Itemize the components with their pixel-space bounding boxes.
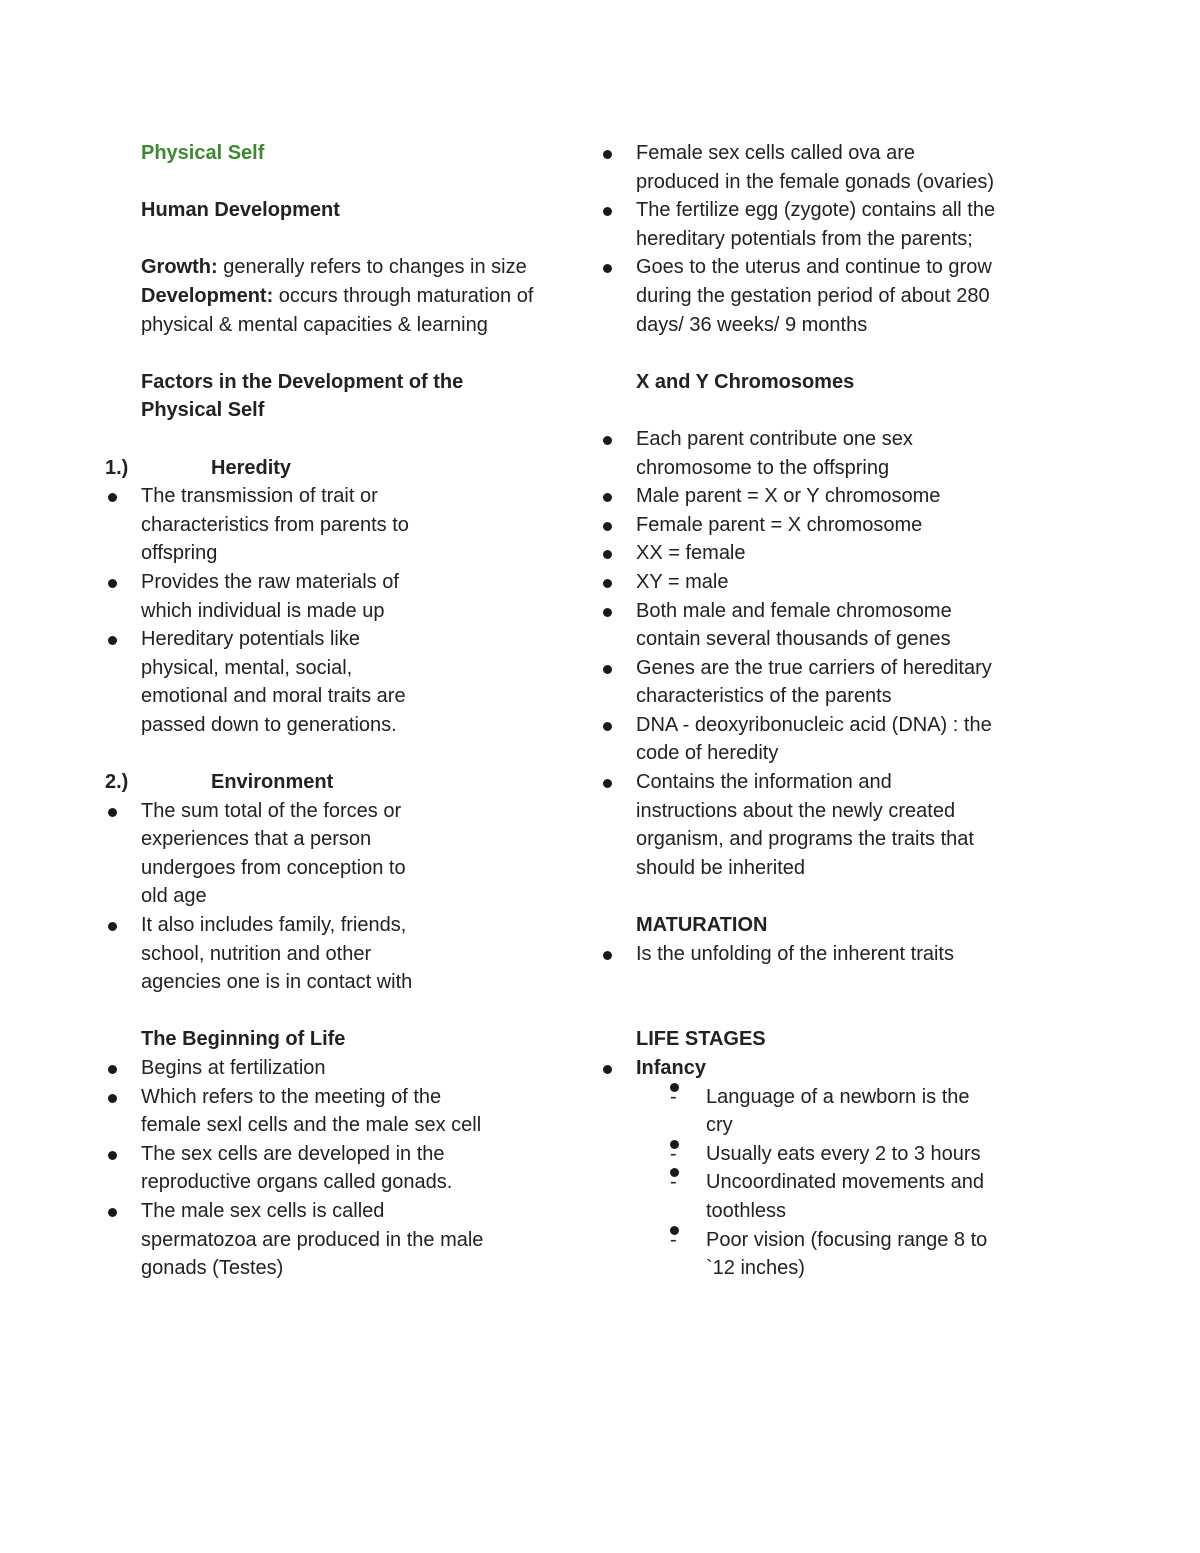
xy-chromosomes-list (636, 425, 996, 883)
bullet-icon (603, 1065, 612, 1074)
beginning-of-life-heading: The Beginning of Life (141, 1028, 346, 1051)
list-item: Contains the information and instructions about the newly created organism, and programs the traits that should be inherited (636, 768, 996, 882)
growth-term: Growth: (141, 256, 218, 279)
beginning-of-life-list (141, 1054, 501, 1283)
bullet-icon (603, 779, 612, 788)
list-item: Hereditary potentials like physical, mental, social, emotional and moral traits are passed down to generations. (141, 625, 430, 739)
bullet-icon (108, 922, 117, 931)
bullet-icon (108, 1208, 117, 1217)
bullet-icon (603, 150, 612, 159)
left-column (105, 139, 571, 1283)
list-item: Genes are the true carriers of hereditary characteristics of the parents (636, 654, 996, 711)
bullet-icon (108, 1065, 117, 1074)
growth-text: generally refers to changes in size (217, 256, 527, 279)
list-item: XY = male (636, 568, 996, 597)
heredity-number: 1.) (105, 456, 129, 479)
list-item: Female sex cells called ova are produced in the female gonads (ovaries) (636, 139, 996, 196)
factors-heading: Factors in the Development of the Physical Self (141, 370, 464, 422)
development-term: Development: (141, 284, 274, 307)
dash-marker: - (670, 1083, 679, 1092)
bullet-icon (108, 1094, 117, 1103)
infancy-list (636, 1083, 996, 1283)
growth-definition (141, 253, 571, 282)
bullet-icon (108, 579, 117, 588)
bullet-icon (603, 522, 612, 531)
bullet-icon (108, 1151, 117, 1160)
list-item: The sex cells are developed in the reproductive organs called gonads. (141, 1140, 501, 1197)
list-item: The transmission of trait or characteristics from parents to offspring (141, 482, 430, 568)
list-item: DNA - deoxyribonucleic acid (DNA) : the code of heredity (636, 711, 996, 768)
list-item: Each parent contribute one sex chromosome to the offspring (636, 425, 996, 482)
list-item: - Usually eats every 2 to 3 hours (706, 1140, 996, 1169)
dash-marker: - (670, 1226, 679, 1235)
bullet-icon (108, 493, 117, 502)
maturation-list (636, 940, 996, 969)
development-text: occurs through maturation of physical & mental capacities & learning (141, 284, 534, 336)
list-item: Female parent = X chromosome (636, 511, 996, 540)
list-item: The male sex cells is called spermatozoa are produced in the male gonads (Testes) (141, 1197, 501, 1283)
bullet-icon (603, 436, 612, 445)
bullet-icon (603, 493, 612, 502)
list-item: XX = female (636, 539, 996, 568)
list-item: Begins at fertilization (141, 1054, 501, 1083)
heredity-label: Heredity (211, 456, 292, 479)
list-item (636, 1054, 996, 1283)
development-definition (141, 282, 571, 339)
list-item: - Language of a newborn is the cry (706, 1083, 996, 1140)
heredity-heading (105, 454, 571, 483)
environment-number: 2.) (105, 771, 129, 794)
list-item: Both male and female chromosome contain several thousands of genes (636, 597, 996, 654)
list-item: Is the unfolding of the inherent traits (636, 940, 996, 969)
bullet-icon (603, 264, 612, 273)
bullet-icon (603, 951, 612, 960)
human-development-heading: Human Development (141, 199, 340, 222)
heredity-list (141, 482, 430, 739)
xy-chromosomes-heading: X and Y Chromosomes (636, 370, 855, 393)
bullet-icon (108, 636, 117, 645)
list-item: The fertilize egg (zygote) contains all the hereditary potentials from the parents; (636, 196, 996, 253)
list-item: - Uncoordinated movements and toothless (706, 1168, 996, 1225)
environment-list (141, 797, 430, 997)
bullet-icon (603, 550, 612, 559)
list-item: It also includes family, friends, school, nutrition and other agencies one is in contact with (141, 911, 430, 997)
bullet-icon (603, 722, 612, 731)
life-stages-list (636, 1054, 996, 1283)
dash-marker: - (670, 1140, 679, 1149)
right-column (636, 139, 1066, 1283)
bullet-icon (603, 665, 612, 674)
environment-heading (105, 768, 571, 797)
bullet-icon (603, 579, 612, 588)
list-item: Provides the raw materials of which individual is made up (141, 568, 430, 625)
list-item: The sum total of the forces or experiences that a person undergoes from conception to old age (141, 797, 430, 911)
continued-list (636, 139, 996, 339)
bullet-icon (603, 608, 612, 617)
dash-marker: - (670, 1168, 679, 1177)
life-stages-heading: LIFE STAGES (636, 1028, 766, 1051)
environment-label: Environment (211, 771, 334, 794)
list-item: Male parent = X or Y chromosome (636, 482, 996, 511)
maturation-heading: MATURATION (636, 914, 768, 937)
infancy-label: Infancy (636, 1057, 707, 1079)
bullet-icon (603, 207, 612, 216)
list-item: - Poor vision (focusing range 8 to `12 inches) (706, 1226, 996, 1283)
list-item: Goes to the uterus and continue to grow during the gestation period of about 280 days/ 36 weeks/ 9 months (636, 253, 996, 339)
list-item: Which refers to the meeting of the female sexl cells and the male sex cell (141, 1083, 501, 1140)
bullet-icon (108, 808, 117, 817)
document-title: Physical Self (141, 142, 265, 164)
